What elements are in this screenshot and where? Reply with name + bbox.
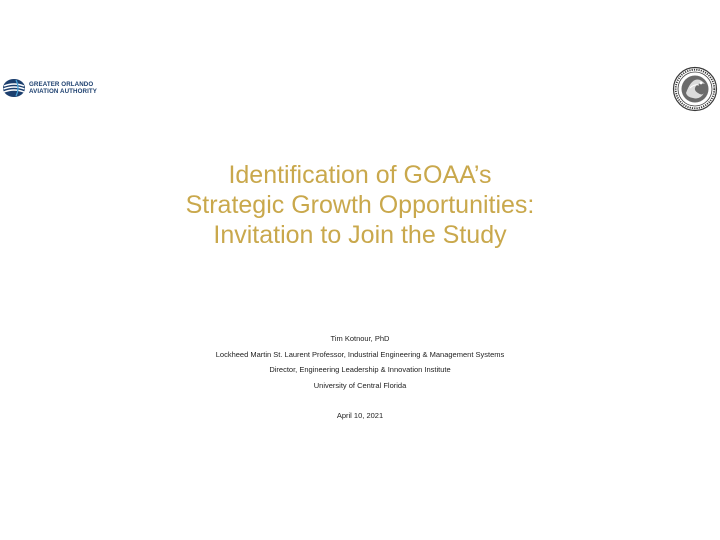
author-position-2: Director, Engineering Leadership & Innovation Institute (269, 365, 451, 374)
author-block (60, 331, 660, 393)
goaa-logo-line1: GREATER ORLANDO (29, 81, 94, 88)
goaa-emblem-icon (2, 78, 26, 98)
slide-title-line3: Invitation to Join the Study (213, 221, 507, 249)
goaa-logo (2, 77, 98, 99)
goaa-logo-line2: AVIATION AUTHORITY (29, 88, 98, 95)
author-name: Tim Kotnour, PhD (330, 334, 390, 343)
slide-title-line2: Strategic Growth Opportunities: (185, 191, 535, 219)
presentation-date: April 10, 2021 (336, 411, 384, 420)
author-institution: University of Central Florida (313, 380, 407, 390)
slide-title (60, 160, 660, 250)
ucf-seal (672, 66, 718, 112)
goaa-logo-text (29, 81, 97, 95)
ucf-seal-icon (672, 66, 718, 112)
slide-title-line1: Identification of GOAA’s (228, 161, 492, 189)
author-position-1: Lockheed Martin St. Laurent Professor, Industrial Engineering & Management Systems (215, 349, 505, 359)
